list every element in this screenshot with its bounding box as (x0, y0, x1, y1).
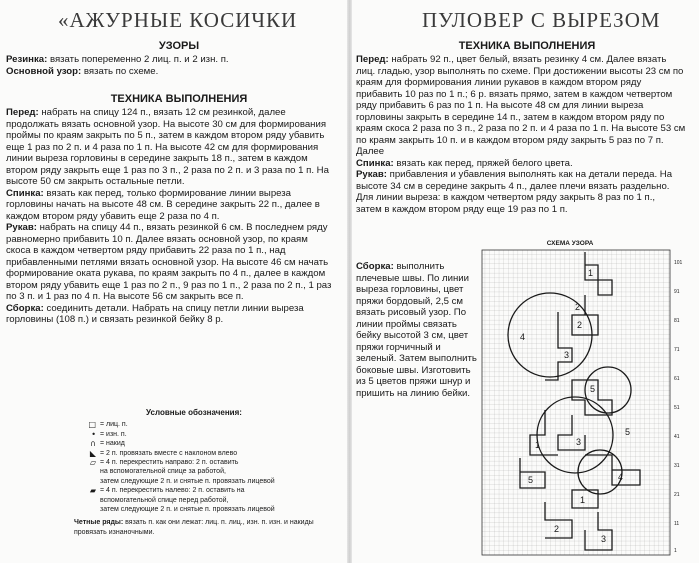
section-back: Спинка: вязать как перед, пряжей белого цвета. (356, 157, 573, 169)
legend-item: ∩ = накид (74, 439, 334, 448)
decrease-left-icon: ◣ (89, 448, 96, 458)
row-number: 1 (674, 548, 677, 554)
motif-number: 5 (590, 384, 596, 394)
legend-item: затем следующие 2 п. и снятые п. провязать лицевой (100, 477, 275, 485)
legend-item: ◣ = 2 п. провязать вместе с наклоном влево (74, 449, 334, 458)
patterns-heading: УЗОРЫ (158, 40, 200, 52)
motif-number: 2 (577, 320, 583, 330)
section-sleeve: Рукав: набрать на спицу 44 п., вязать резинкой 6 см. В последнем ряду равномерно прибавить 10 п. Далее вязать основной узор, по краям скоса в каждом четвертом ряду прибавить 22 раза по 1 п., над прибавленными петлями вязать основной узор. На высоте 46 см начать формирование оката рукава, по краям закрыть по 4 п., далее в каждом втором ряду убавить еще 1 раз по 2 п., 9 раз по 1 п., 2 раза по 2 п., 1 раз по 3 п. и 1 раз по 4 п. На высоте 56 см закрыть все п. (6, 222, 332, 302)
legend-item: ▱ = 4 п. перекрестить направо: 2 п. оставить (74, 458, 334, 467)
legend-item: вспомогательной спице перед работой, (100, 496, 229, 504)
motif-number: 4 (618, 472, 624, 482)
section-assembly: Сборка: выполнить плечевые швы. По линии выреза горловины, цвет пряжи бордовый, 2,5 см вязать рисовый узор. По линии проймы связать бейку высотой 3 см, цвет пряжи горчичный и зеленый. Затем выполнить боковые швы. Изготовить из 5 цветов пряжи шнур и пришить на линию бейки. (356, 261, 477, 399)
right-technique-block (356, 40, 688, 215)
legend-title: Условные обозначения: (146, 408, 242, 417)
purl-stitch-icon: • (91, 429, 96, 439)
row-number: 61 (674, 376, 680, 382)
motif-number: 2 (554, 524, 560, 534)
legend-item: затем следующие 2 п. и снятые п. провязать лицевой (100, 506, 275, 514)
row-number: 11 (674, 521, 680, 527)
section-back: Спинка: вязать как перед, только формирование линии выреза горловины начать на высоте 48 см. В середине закрыть 22 п., далее в каждом втором ряду убавить еще 2 раза по 4 п. (6, 187, 320, 222)
row-number: 101 (674, 260, 683, 266)
row-number: 81 (674, 318, 680, 324)
section-front: Перед: набрать на спицу 124 п., вязать 12 см резинкой, далее продолжать вязать основной узор. На высоте 30 см для формирования проймы по краям закрыть по 5 п., затем в каждом втором ряду убавить еще 1 раз по 2 п. и 4 раза по 1 п. На высоте 42 см для формирования линии выреза горловины в середине закрыть 18 п., затем в каждом втором ряду закрыть еще 1 раз по 3 п., 2 раза по 2 п. и 3 раза по 1 п. На высоте 50 см закрыть остальные петли. (6, 107, 329, 187)
motif-number: 3 (601, 534, 607, 544)
left-page-header: «АЖУРНЫЕ КОСИЧКИ (58, 8, 298, 32)
row-number: 51 (674, 405, 680, 411)
row-number: 91 (674, 289, 680, 295)
section-assembly: Сборка: соединить детали. Набрать на спицу петли линии выреза горловины (108 п.) и связать резинкой бейку 8 р. (6, 302, 304, 325)
motif-number: 1 (588, 268, 594, 278)
motif-number: 1 (580, 495, 586, 505)
motif-number: 3 (564, 350, 570, 360)
knit-stitch-icon: □ (88, 420, 96, 430)
right-page-header: ПУЛОВЕР С ВЫРЕЗОМ (422, 8, 661, 32)
legend-note: Четные ряды: вязать п. как они лежат: лиц. п. лиц., изн. п. изн. и накиды провязать изнаночными. (74, 519, 314, 536)
section-sleeve: Рукав: прибавления и убавления выполнять как на детали переда. На высоте 34 см в середине закрыть 4 п., далее плечи вязать раздельно. Для линии выреза: в каждом четвертом ряду закрыть 8 раз по 1 п., затем в каждом втором ряду еще 19 раз по 1 п. (356, 169, 673, 215)
right-technique-heading: ТЕХНИКА ВЫПОЛНЕНИЯ (458, 40, 596, 52)
pattern-grid (480, 240, 698, 560)
legend-item: на вспомогательной спице за работой, (100, 468, 226, 476)
row-number: 71 (674, 347, 680, 353)
pattern-rib: Резинка: вязать попеременно 2 лиц. п. и 2 изн. п. (6, 54, 229, 65)
motif-number: 5 (528, 475, 534, 485)
right-page (350, 0, 699, 563)
row-numbers (674, 260, 683, 554)
cross-left-icon: ▰ (89, 486, 96, 496)
motif-number: 3 (576, 437, 582, 447)
assembly-block (356, 261, 478, 399)
legend (74, 408, 334, 537)
yarn-over-icon: ∩ (90, 439, 96, 449)
chart-grid-area (482, 250, 670, 555)
row-number: 31 (674, 463, 680, 469)
row-number: 21 (674, 492, 680, 498)
legend-item: ▰ = 4 п. перекрестить налево: 2 п. оставить на (74, 486, 334, 495)
motif-number: 5 (625, 427, 631, 437)
patterns-block (6, 40, 332, 77)
motif-number: 2 (575, 302, 581, 312)
left-technique-block (6, 93, 332, 326)
legend-item: • = изн. п. (74, 430, 334, 439)
legend-item: □ = лиц. п. (74, 420, 334, 429)
cross-right-icon: ▱ (89, 458, 96, 468)
motif-number: 1 (535, 440, 541, 450)
section-front: Перед: набрать 92 п., цвет белый, вязать резинку 4 см. Далее вязать лиц. гладью, узор выполнять по схеме. При достижении высоты 23 см по краям для формирования линии рукавов в каждом втором ряду прибавить 10 раз по 1 п.; 6 р. вязать прямо, затем в каждом четвертом ряду прибавить 6 раз по 1 п. На высоте 48 см для линии выреза горловины закрыть в середине 14 п., затем в каждом втором ряду по краям скоса 2 раза по 3 п., 2 раза по 2 п. и 4 раза по 1 п. На высоте 53 см по краям закрыть 10 п. и в каждом втором ряду закрыть 5 раз по 7 п. Далее (356, 54, 686, 157)
row-number: 41 (674, 434, 680, 440)
motif-number: 4 (520, 332, 526, 342)
left-technique-heading: ТЕХНИКА ВЫПОЛНЕНИЯ (110, 93, 248, 105)
chart-title: СХЕМА УЗОРА (546, 240, 594, 247)
pattern-main: Основной узор: вязать по схеме. (6, 65, 159, 77)
pattern-chart (480, 240, 698, 560)
